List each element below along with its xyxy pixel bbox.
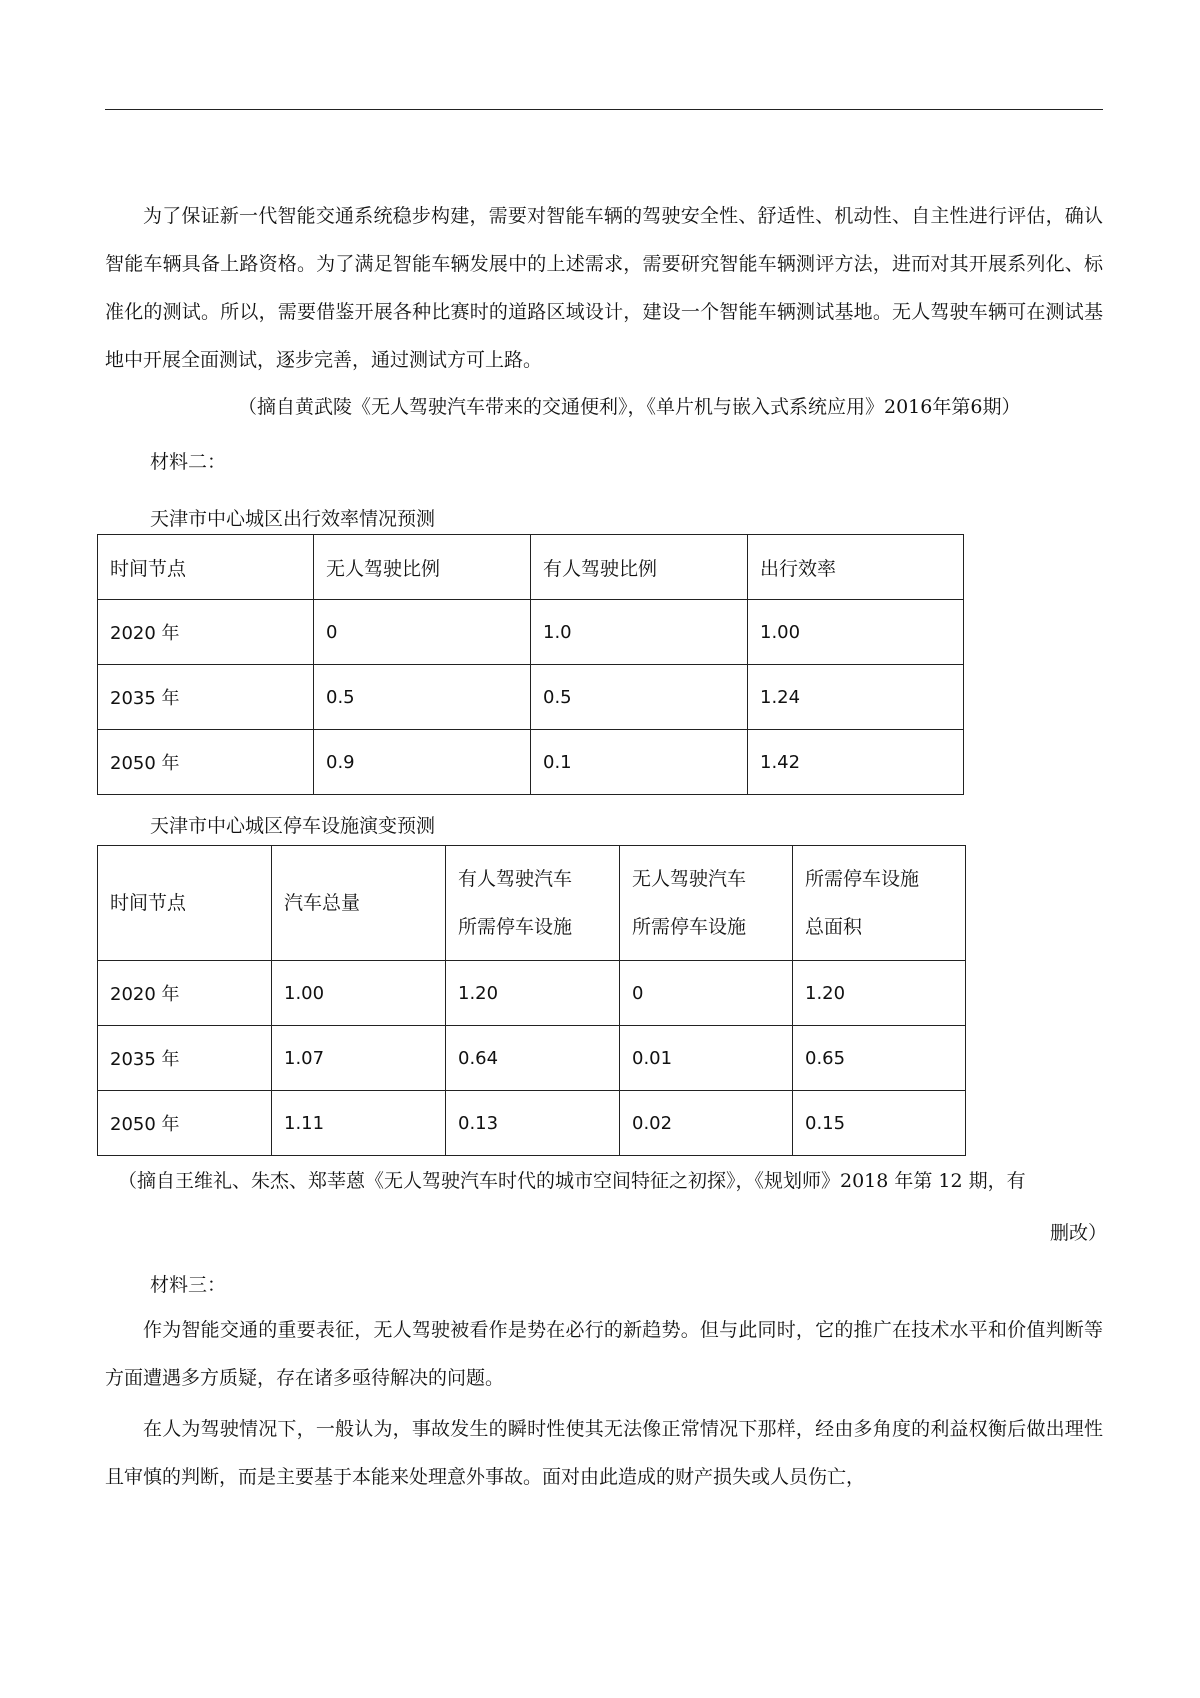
table-cell: 1.24	[748, 665, 964, 730]
material3-heading: 材料三：	[150, 1274, 227, 1296]
table-header-cell: 出行效率	[748, 535, 964, 600]
table-header-cell: 时间节点	[98, 535, 314, 600]
table2-title: 天津市中心城区停车设施演变预测	[150, 815, 436, 837]
table-cell: 0.01	[620, 1026, 793, 1091]
table-cell: 1.07	[272, 1026, 446, 1091]
table-row	[98, 600, 964, 665]
table-cell: 1.42	[748, 730, 964, 795]
table-header-row	[98, 846, 966, 961]
parking-table	[97, 845, 966, 1156]
material3-paragraph2: 在人为驾驶情况下，一般认为，事故发生的瞬时性使其无法像正常情况下那样，经由多角度的利益权衡后做出理性且审慎的判断，而是主要基于本能来处理意外事故。面对由此造成的财产损失或人员伤亡，	[105, 1418, 1103, 1488]
table-cell: 2035 年	[98, 665, 314, 730]
header-cell-line: 所需停车设施	[805, 868, 920, 890]
table1-title: 天津市中心城区出行效率情况预测	[150, 508, 436, 530]
table-cell: 1.20	[446, 961, 620, 1026]
table-header-cell	[793, 846, 966, 961]
table-row	[98, 1091, 966, 1156]
table-header-cell	[446, 846, 620, 961]
table-cell: 2050 年	[98, 730, 314, 795]
header-cell-line: 时间节点	[110, 892, 187, 914]
header-cell-line: 无人驾驶汽车	[632, 868, 747, 890]
material2-citation-line1: （摘自王维礼、朱杰、郑莘蒽《无人驾驶汽车时代的城市空间特征之初探》，《规划师》2018 年第 12 期，有	[118, 1170, 1026, 1192]
table-cell: 2020 年	[98, 600, 314, 665]
table-cell: 1.0	[531, 600, 748, 665]
table-cell: 1.20	[793, 961, 966, 1026]
material3-paragraph1: 作为智能交通的重要表征，无人驾驶被看作是势在必行的新趋势。但与此同时，它的推广在技术水平和价值判断等方面遭遇多方质疑，存在诸多亟待解决的问题。	[105, 1319, 1103, 1389]
table-cell: 2050 年	[98, 1091, 272, 1156]
table-cell: 1.11	[272, 1091, 446, 1156]
table-cell: 0.15	[793, 1091, 966, 1156]
table-header-cell	[620, 846, 793, 961]
efficiency-table	[97, 534, 964, 795]
table-header-cell	[98, 846, 272, 961]
table-cell: 2035 年	[98, 1026, 272, 1091]
header-cell-line: 有人驾驶汽车	[458, 868, 573, 890]
table-row	[98, 665, 964, 730]
header-rule	[105, 109, 1103, 110]
table-header-cell: 无人驾驶比例	[314, 535, 531, 600]
table-cell: 1.00	[272, 961, 446, 1026]
table-header-cell: 有人驾驶比例	[531, 535, 748, 600]
table-cell: 0.13	[446, 1091, 620, 1156]
table-row	[98, 730, 964, 795]
table-row	[98, 1026, 966, 1091]
table-cell: 0.02	[620, 1091, 793, 1156]
table-cell: 1.00	[748, 600, 964, 665]
material1-paragraph: 为了保证新一代智能交通系统稳步构建，需要对智能车辆的驾驶安全性、舒适性、机动性、自主性进行评估，确认智能车辆具备上路资格。为了满足智能车辆发展中的上述需求，需要研究智能车辆测评方法，进而对其开展系列化、标准化的测试。所以，需要借鉴开展各种比赛时的道路区域设计，建设一个智能车辆测试基地。无人驾驶车辆可在测试基地中开展全面测试，逐步完善，通过测试方可上路。	[105, 205, 1103, 371]
header-cell-line: 汽车总量	[284, 892, 361, 914]
header-cell-line: 总面积	[805, 916, 863, 938]
table-cell: 0.1	[531, 730, 748, 795]
table-cell: 0	[620, 961, 793, 1026]
table-header-cell	[272, 846, 446, 961]
table-row	[98, 961, 966, 1026]
table-cell: 2020 年	[98, 961, 272, 1026]
table-cell: 0.5	[531, 665, 748, 730]
table-cell: 0	[314, 600, 531, 665]
header-cell-line: 所需停车设施	[458, 916, 573, 938]
table-cell: 0.64	[446, 1026, 620, 1091]
table-cell: 0.5	[314, 665, 531, 730]
material2-citation-line2: 删改）	[1049, 1222, 1107, 1244]
header-cell-line: 所需停车设施	[632, 916, 747, 938]
material1-citation: （摘自黄武陵《无人驾驶汽车带来的交通便利》，《单片机与嵌入式系统应用》2016年第6期）	[238, 396, 1021, 418]
table-cell: 0.9	[314, 730, 531, 795]
table-cell: 0.65	[793, 1026, 966, 1091]
table-header-row	[98, 535, 964, 600]
material2-heading: 材料二：	[150, 451, 227, 473]
